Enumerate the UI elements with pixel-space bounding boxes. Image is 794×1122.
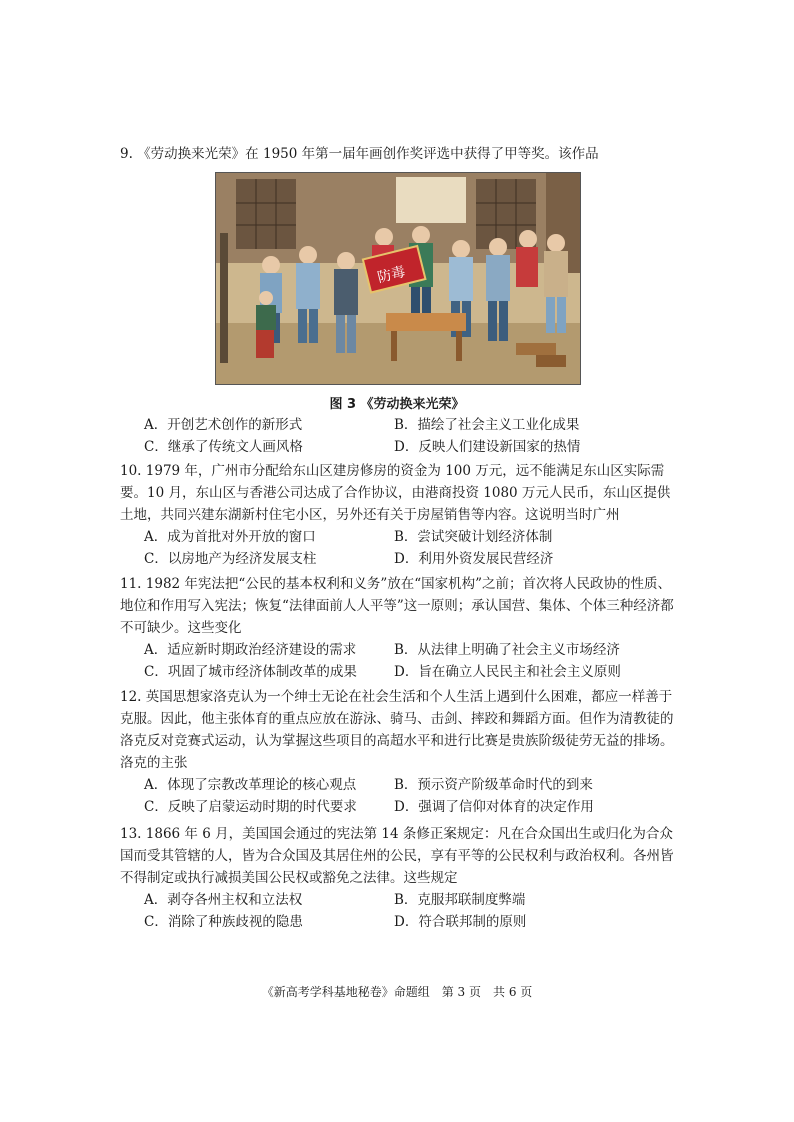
question-9-stem (120, 143, 680, 165)
option-b: B．克服邦联制度弊端 (394, 892, 526, 908)
option-a: A．适应新时期政治经济建设的需求 (144, 642, 357, 658)
option-a: A．成为首批对外开放的窗口 (144, 529, 316, 545)
question-number: 10. (120, 463, 142, 479)
question-text: 《劳动换来光荣》在 1950 年第一届年画创作奖评选中获得了甲等奖。该作品 (137, 146, 599, 162)
question-13-stem (120, 823, 680, 889)
question-10 (120, 460, 680, 570)
question-13 (120, 823, 680, 933)
option-a: A．开创艺术创作的新形式 (144, 417, 303, 433)
question-11-stem (120, 573, 680, 639)
question-text: 1982 年宪法把“公民的基本权利和义务”放在“国家机构”之前；首次将人民政协的性质、地位和作用写入宪法；恢复“法律面前人人平等”这一原则；承认国营、集体、个体三种经济都不可缺少。这些变化 (120, 576, 674, 636)
option-b: B．尝试突破计划经济体制 (394, 529, 553, 545)
question-number: 11. (120, 576, 142, 592)
page-footer: 《新高考学科基地秘卷》命题组 第 3 页 共 6 页 (261, 985, 533, 999)
option-a: A．体现了宗教改革理论的核心观点 (144, 777, 357, 793)
option-c: C．继承了传统文人画风格 (144, 439, 303, 455)
option-d: D．强调了信仰对体育的决定作用 (394, 799, 594, 815)
figure-caption: 图 3 《劳动换来光荣》 (329, 397, 465, 412)
question-9 (120, 143, 680, 165)
option-c: C．消除了种族歧视的隐患 (144, 914, 303, 930)
option-b: B．从法律上明确了社会主义市场经济 (394, 642, 620, 658)
option-b: B．描绘了社会主义工业化成果 (394, 417, 580, 433)
question-number: 13. (120, 826, 142, 842)
question-text: 1979 年，广州市分配给东山区建房修房的资金为 100 万元，远不能满足东山区实际需要。10 月，东山区与香港公司达成了合作协议，由港商投资 1080 万元人民币，东山区提供土地，共同兴建东湖新村住宅小区，另外还有关于房屋销售等内容。这说明当时广州 (120, 463, 671, 523)
option-d: D．利用外资发展民营经济 (394, 551, 554, 567)
question-text: 英国思想家洛克认为一个绅士无论在社会生活和个人生活上遇到什么困难，都应一样善于克服。因此，他主张体育的重点应放在游泳、骑马、击剑、摔跤和舞蹈方面。但作为清教徒的洛克反对竞赛式运动，认为掌握这些项目的高超水平和进行比赛是贵族阶级徒劳无益的排场。洛克的主张 (120, 689, 674, 771)
option-a: A．剥夺各州主权和立法权 (144, 892, 303, 908)
banner-text: 防毒 (375, 263, 408, 287)
painting-figure (215, 172, 581, 385)
question-10-stem (120, 460, 680, 526)
question-number: 9. (120, 146, 133, 162)
option-c: C．反映了启蒙运动时期的时代要求 (144, 799, 357, 815)
painting-illustration (216, 173, 580, 384)
question-9-options (120, 414, 680, 458)
option-d: D．符合联邦制的原则 (394, 914, 527, 930)
option-c: C．巩固了城市经济体制改革的成果 (144, 664, 357, 680)
option-c: C．以房地产为经济发展支柱 (144, 551, 317, 567)
question-11 (120, 573, 680, 683)
question-text: 1866 年 6 月，美国国会通过的宪法第 14 条修正案规定：凡在合众国出生或归化为合众国而受其管辖的人，皆为合众国及其居住州的公民，享有平等的公民权利与政治权利。各州皆不得制定或执行减损美国公民权或豁免之法律。这些规定 (120, 826, 674, 886)
question-12-stem (120, 686, 680, 774)
option-b: B．预示资产阶级革命时代的到来 (394, 777, 593, 793)
question-number: 12. (120, 689, 142, 705)
option-d: D．反映人们建设新国家的热情 (394, 439, 581, 455)
question-12 (120, 686, 680, 818)
option-d: D．旨在确立人民民主和社会主义原则 (394, 664, 621, 680)
